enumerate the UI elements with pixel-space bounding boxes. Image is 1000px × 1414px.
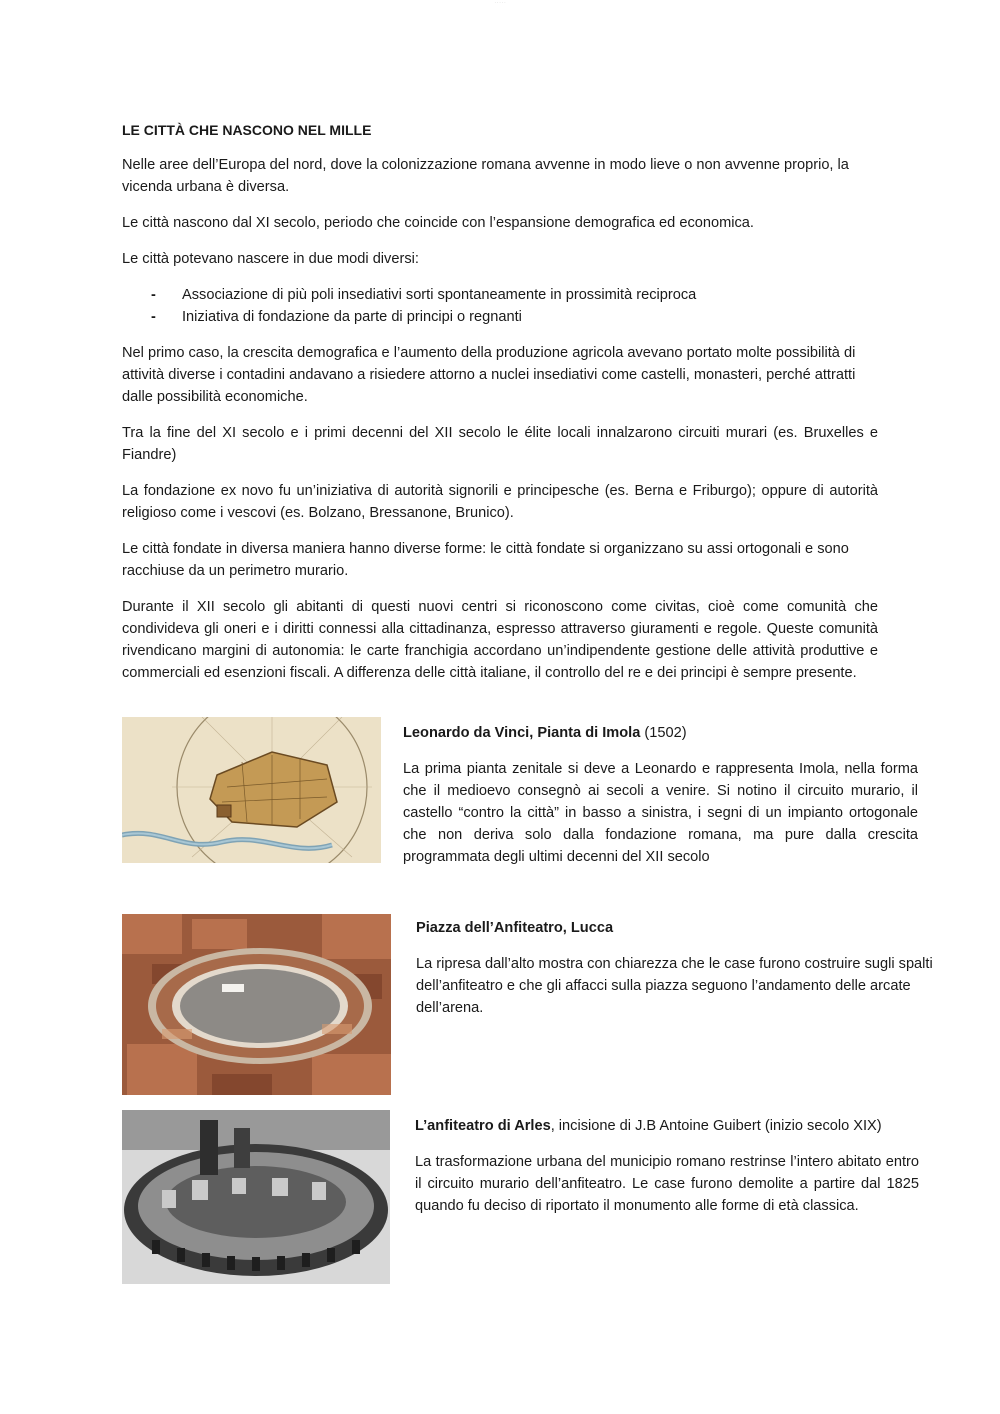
figure-imola bbox=[122, 717, 922, 867]
arles-engraving-image bbox=[122, 1110, 390, 1284]
paragraph-5: Tra la fine del XI secolo e i primi decenni del XII secolo le élite locali innalzarono circuiti murari (es. Bruxelles e Fiandre) bbox=[122, 425, 878, 463]
figure-text: La ripresa dall’alto mostra con chiarezza che le case furono costruire sugli spalti dell’anfiteatro e che gli affacci sulla piazza seguono l’andamento delle arcate dell’arena. bbox=[416, 956, 933, 1016]
figure-title bbox=[416, 917, 938, 939]
list-item bbox=[122, 306, 878, 328]
paragraph-1: Nelle aree dell’Europa del nord, dove la colonizzazione romana avvenne in modo lieve o non avvenne proprio, la vicenda urbana è diversa. bbox=[122, 157, 849, 195]
lucca-caption bbox=[416, 917, 938, 1019]
page-header-mark: · · · · · bbox=[494, 0, 506, 5]
bullet-dash: - bbox=[151, 309, 156, 325]
list-item-text: Iniziativa di fondazione da parte di principi o regnanti bbox=[182, 309, 522, 325]
figure-title-bold: L’anfiteatro di Arles bbox=[415, 1118, 551, 1134]
imola-map-image bbox=[122, 717, 381, 863]
bullet-list bbox=[122, 284, 878, 328]
figure-title-rest: (1502) bbox=[640, 725, 687, 741]
figure-title bbox=[403, 722, 918, 744]
paragraph-2: Le città nascono dal XI secolo, periodo che coincide con l’espansione demografica ed economica. bbox=[122, 215, 754, 231]
paragraph-6: La fondazione ex novo fu un’iniziativa di autorità signorili e principesche (es. Berna e Friburgo); oppure di autorità religioso come i vescovi (es. Bolzano, Bressanone, Brunico). bbox=[122, 483, 878, 521]
main-text bbox=[122, 120, 878, 698]
imola-caption bbox=[403, 722, 918, 868]
figure-arles bbox=[122, 1110, 922, 1286]
paragraph-7: Le città fondate in diversa maniera hanno diverse forme: le città fondate si organizzano su assi ortogonali e sono racchiuse da un perimetro murario. bbox=[122, 541, 849, 579]
figure-title bbox=[415, 1115, 919, 1137]
paragraph-3: Le città potevano nascere in due modi diversi: bbox=[122, 251, 419, 267]
arles-caption bbox=[415, 1115, 919, 1217]
bullet-dash: - bbox=[151, 287, 156, 303]
list-item-text: Associazione di più poli insediativi sorti spontaneamente in prossimità reciproca bbox=[182, 287, 697, 303]
paragraph-4: Nel primo caso, la crescita demografica e l’aumento della produzione agricola avevano portato molte possibilità di attività diverse i contadini andavano a risiedere attorno a nuclei insediativi come castelli, monasteri, perché attratti dalle possibilità economiche. bbox=[122, 345, 856, 405]
figure-title-bold: Leonardo da Vinci, Pianta di Imola bbox=[403, 725, 641, 741]
page-title: LE CITTÀ CHE NASCONO NEL MILLE bbox=[122, 122, 372, 138]
figure-lucca bbox=[122, 914, 942, 1096]
list-item bbox=[122, 284, 878, 306]
lucca-aerial-image bbox=[122, 914, 391, 1095]
paragraph-8: Durante il XII secolo gli abitanti di questi nuovi centri si riconoscono come civitas, cioè come comunità che condivideva gli oneri e i diritti connessi alla cittadinanza, espresso attraverso giuramenti e regole. Queste comunità rivendicano margini di autonomia: le carte franchigia accordano un’indipendente gestione delle attività produttive e commerciali ed esenzioni fiscali. A differenza delle città italiane, il controllo del re e dei principi è sempre presente. bbox=[122, 599, 878, 681]
figure-text: La prima pianta zenitale si deve a Leonardo e rappresenta Imola, nella forma che il medioevo consegnò ai secoli a venire. Si notino il circuito murario, il castello “contro la città” in basso a sinistra, i segni di un impianto ortogonale che non deriva solo dalla fondazione romana, ma pure dalla crescita programmata degli ultimi decenni del XII secolo bbox=[403, 761, 918, 865]
figure-text: La trasformazione urbana del municipio romano restrinse l’intero abitato entro il circuito murario dell’anfiteatro. Le case furono demolite a partire dal 1825 quando fu deciso di riportato il monumento alle forme di età classica. bbox=[415, 1154, 919, 1214]
figure-title-bold: Piazza dell’Anfiteatro, Lucca bbox=[416, 920, 614, 936]
figure-title-rest: , incisione di J.B Antoine Guibert (inizio secolo XIX) bbox=[550, 1118, 882, 1134]
